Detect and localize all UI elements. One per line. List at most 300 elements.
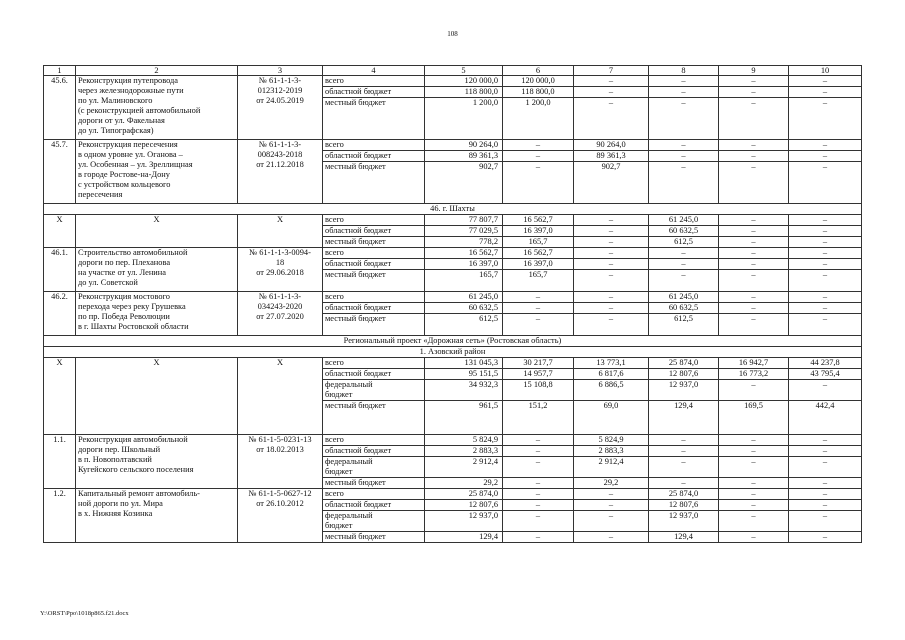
name-line: перехода через реку Грушевка [78, 302, 186, 311]
amount-cell: 25 874,0 [649, 489, 719, 500]
x-marker: Х [44, 358, 76, 435]
amount-cell: – [649, 259, 719, 270]
doc-line: 008243-2018 [257, 150, 303, 159]
amount-cell: – [789, 270, 862, 292]
amount-cell: 5 824,9 [425, 435, 503, 446]
funding-source [323, 457, 425, 478]
amount-cell: – [719, 162, 789, 204]
amount-cell: 16 942,7 [719, 358, 789, 369]
source-line: всего [325, 358, 344, 367]
table-row [44, 358, 862, 369]
name-line: в х. Нижняя Козинка [78, 509, 153, 518]
document-ref: Х [238, 358, 323, 435]
amount-cell: 12 807,6 [649, 369, 719, 380]
name-line: по пр. Победа Революции [78, 312, 170, 321]
amount-cell: 16 562,7 [503, 215, 574, 226]
amount-cell: – [719, 478, 789, 489]
item-number: 46.2. [44, 292, 76, 336]
name-line: Реконструкция мостового [78, 292, 170, 301]
amount-cell: 89 361,3 [425, 151, 503, 162]
amount-cell: – [649, 248, 719, 259]
amount-cell: 120 000,0 [425, 76, 503, 87]
amount-cell: – [719, 270, 789, 292]
funding-source: областной бюджет [323, 303, 425, 314]
source-line: бюджет [325, 390, 353, 399]
source-line: всего [325, 489, 344, 498]
funding-source: всего [323, 215, 425, 226]
item-name: Х [76, 215, 238, 248]
amount-cell: 77 807,7 [425, 215, 503, 226]
name-line: дороги пер. Школьный [78, 445, 161, 454]
amount-cell: – [789, 87, 862, 98]
amount-cell: – [574, 259, 649, 270]
amount-cell: 612,5 [649, 237, 719, 248]
funding-source: местный бюджет [323, 237, 425, 248]
amount-cell: – [719, 76, 789, 87]
amount-cell: 16 773,2 [719, 369, 789, 380]
amount-cell: – [649, 435, 719, 446]
item-number: 45.6. [44, 76, 76, 140]
row-45-6 [44, 76, 862, 140]
amount-cell: – [503, 162, 574, 204]
amount-cell: 16 397,0 [503, 259, 574, 270]
amount-cell: 90 264,0 [574, 140, 649, 151]
document-ref [238, 489, 323, 543]
funding-source: областной бюджет [323, 151, 425, 162]
column-header: 5 [425, 66, 503, 76]
amount-cell: 12 937,0 [425, 511, 503, 532]
amount-cell: – [789, 248, 862, 259]
amount-cell: – [574, 98, 649, 140]
amount-cell: – [719, 87, 789, 98]
budget-table [43, 65, 862, 543]
name-line: через железнодорожные пути [78, 86, 184, 95]
amount-cell: 90 264,0 [425, 140, 503, 151]
amount-cell: – [789, 76, 862, 87]
amount-cell: 61 245,0 [649, 292, 719, 303]
doc-line: от 27.07.2020 [256, 312, 304, 321]
amount-cell: – [719, 151, 789, 162]
name-line: до ул. Типографская) [78, 126, 154, 135]
amount-cell: – [574, 532, 649, 543]
funding-source: местный бюджет [323, 270, 425, 292]
amount-cell: 12 937,0 [649, 511, 719, 532]
column-header: 8 [649, 66, 719, 76]
amount-cell: – [719, 446, 789, 457]
amount-cell: – [789, 237, 862, 248]
funding-source [323, 511, 425, 532]
table-row [44, 76, 862, 87]
funding-source [323, 380, 425, 401]
amount-cell: – [503, 457, 574, 478]
source-line: местный бюджет [325, 401, 386, 410]
name-line: Капитальный ремонт автомобиль- [78, 489, 200, 498]
amount-cell: – [649, 270, 719, 292]
item-number: 1.2. [44, 489, 76, 543]
amount-cell: – [789, 532, 862, 543]
amount-cell: 12 937,0 [649, 380, 719, 401]
name-line: Реконструкция автомобильной [78, 435, 188, 444]
amount-cell: 165,7 [503, 237, 574, 248]
amount-cell: – [719, 489, 789, 500]
amount-cell: 29,2 [574, 478, 649, 489]
amount-cell: – [789, 98, 862, 140]
amount-cell: 12 807,6 [649, 500, 719, 511]
item-number: 45.7. [44, 140, 76, 204]
funding-source [323, 358, 425, 369]
amount-cell: 6 817,6 [574, 369, 649, 380]
amount-cell: – [574, 87, 649, 98]
amount-cell: – [719, 140, 789, 151]
amount-cell: – [789, 226, 862, 237]
amount-cell: 129,4 [649, 401, 719, 435]
row-45-7 [44, 140, 862, 204]
amount-cell: 30 217,7 [503, 358, 574, 369]
row-46-2 [44, 292, 862, 336]
amount-cell: – [789, 303, 862, 314]
amount-cell: – [503, 478, 574, 489]
name-line: ул. Особенная – ул. Зреллищная [78, 160, 193, 169]
doc-line: № 61-1-1-3- [258, 292, 302, 301]
item-name [76, 76, 238, 140]
amount-cell: 43 795,4 [789, 369, 862, 380]
amount-cell: – [503, 140, 574, 151]
amount-cell: 89 361,3 [574, 151, 649, 162]
amount-cell: 2 883,3 [574, 446, 649, 457]
amount-cell: 13 773,1 [574, 358, 649, 369]
funding-source: областной бюджет [323, 259, 425, 270]
amount-cell: – [503, 314, 574, 336]
amount-cell: 118 800,0 [503, 87, 574, 98]
amount-cell: – [649, 446, 719, 457]
document-ref [238, 76, 323, 140]
amount-cell: – [789, 314, 862, 336]
amount-cell: 961,5 [425, 401, 503, 435]
amount-cell: 612,5 [649, 314, 719, 336]
name-line: до ул. Советской [78, 278, 138, 287]
amount-cell: 44 237,8 [789, 358, 862, 369]
amount-cell: 120 000,0 [503, 76, 574, 87]
column-header: 1 [44, 66, 76, 76]
column-header: 2 [76, 66, 238, 76]
amount-cell: 169,5 [719, 401, 789, 435]
x-marker: Х [44, 215, 76, 248]
table-row [44, 215, 862, 226]
amount-cell: – [789, 162, 862, 204]
name-line: дороги по пер. Плеханова [78, 258, 171, 267]
section-shakhty: 46. г. Шахты [44, 204, 862, 215]
doc-line: № 61-1-5-0231-13 [248, 435, 312, 444]
amount-cell: 165,7 [503, 270, 574, 292]
amount-cell: 15 108,8 [503, 380, 574, 401]
item-name [76, 292, 238, 336]
amount-cell: 118 800,0 [425, 87, 503, 98]
amount-cell: 61 245,0 [425, 292, 503, 303]
amount-cell: – [574, 500, 649, 511]
amount-cell: – [789, 457, 862, 478]
page-number: 108 [447, 30, 458, 38]
amount-cell: – [574, 215, 649, 226]
amount-cell: 2 912,4 [425, 457, 503, 478]
amount-cell: 5 824,9 [574, 435, 649, 446]
amount-cell: – [789, 500, 862, 511]
funding-source [323, 435, 425, 446]
amount-cell: – [574, 248, 649, 259]
table-row [44, 140, 862, 151]
amount-cell: 61 245,0 [649, 215, 719, 226]
amount-cell: – [649, 162, 719, 204]
amount-cell: – [789, 292, 862, 303]
amount-cell: – [719, 292, 789, 303]
doc-line: № 61-1-1-3- [258, 140, 302, 149]
amount-cell: 95 151,5 [425, 369, 503, 380]
header-row [44, 66, 862, 76]
doc-line: 012312-2019 [257, 86, 303, 95]
amount-cell: – [574, 511, 649, 532]
amount-cell: – [789, 140, 862, 151]
amount-cell: – [789, 478, 862, 489]
amount-cell: – [719, 435, 789, 446]
table-row [44, 435, 862, 446]
doc-line: от 18.02.2013 [256, 445, 304, 454]
source-line: областной бюджет [325, 369, 392, 378]
doc-line: 18 [275, 258, 285, 267]
amount-cell: – [649, 140, 719, 151]
name-line: в городе Ростове-на-Дону [78, 170, 170, 179]
amount-cell: 29,2 [425, 478, 503, 489]
name-line: Реконструкция путепровода [78, 76, 179, 85]
document-ref [238, 435, 323, 489]
amount-cell: – [649, 478, 719, 489]
funding-source: местный бюджет [323, 98, 425, 140]
item-name [76, 435, 238, 489]
amount-cell: – [503, 435, 574, 446]
amount-cell: – [719, 500, 789, 511]
doc-line: от 24.05.2019 [256, 96, 304, 105]
table-row [44, 489, 862, 500]
name-line: по ул. Малиновского [78, 96, 153, 105]
amount-cell: – [789, 151, 862, 162]
amount-cell: 69,0 [574, 401, 649, 435]
amount-cell: 12 807,6 [425, 500, 503, 511]
amount-cell: – [719, 457, 789, 478]
amount-cell: 902,7 [425, 162, 503, 204]
column-header: 10 [789, 66, 862, 76]
amount-cell: 442,4 [789, 401, 862, 435]
row-1-total [44, 358, 862, 435]
amount-cell: – [719, 226, 789, 237]
funding-source: всего [323, 292, 425, 303]
amount-cell: – [789, 489, 862, 500]
amount-cell: – [789, 259, 862, 270]
funding-source: всего [323, 140, 425, 151]
amount-cell: 6 886,5 [574, 380, 649, 401]
name-line: (с реконструкцией автомобильной [78, 106, 201, 115]
amount-cell: 77 029,5 [425, 226, 503, 237]
column-header: 6 [503, 66, 574, 76]
amount-cell: – [719, 532, 789, 543]
amount-cell: 60 632,5 [649, 303, 719, 314]
funding-source: областной бюджет [323, 87, 425, 98]
amount-cell: 612,5 [425, 314, 503, 336]
amount-cell: 14 957,7 [503, 369, 574, 380]
row-46-1 [44, 248, 862, 292]
column-header: 3 [238, 66, 323, 76]
amount-cell: – [503, 292, 574, 303]
name-line: Кугейского сельского поселения [78, 465, 194, 474]
source-line: местный бюджет [325, 532, 386, 541]
amount-cell: 1 200,0 [503, 98, 574, 140]
funding-source [323, 532, 425, 543]
source-line: бюджет [325, 467, 353, 476]
amount-cell: – [719, 248, 789, 259]
amount-cell: – [649, 98, 719, 140]
amount-cell: 60 632,5 [649, 226, 719, 237]
name-line: с устройством кольцевого [78, 180, 171, 189]
name-line: в п. Новополтавский [78, 455, 152, 464]
table-row [44, 292, 862, 303]
amount-cell: – [503, 303, 574, 314]
item-number: 1.1. [44, 435, 76, 489]
amount-cell: – [503, 500, 574, 511]
amount-cell: 25 874,0 [649, 358, 719, 369]
amount-cell: – [719, 237, 789, 248]
funding-source: местный бюджет [323, 314, 425, 336]
amount-cell: 25 874,0 [425, 489, 503, 500]
table-row [44, 248, 862, 259]
item-name: Х [76, 358, 238, 435]
row-46-total [44, 215, 862, 248]
amount-cell: – [574, 292, 649, 303]
source-line: областной бюджет [325, 446, 392, 455]
amount-cell: 16 562,7 [503, 248, 574, 259]
column-header: 9 [719, 66, 789, 76]
amount-cell: 129,4 [649, 532, 719, 543]
name-line: на участке от ул. Ленина [78, 268, 166, 277]
amount-cell: 16 397,0 [503, 226, 574, 237]
amount-cell: 16 397,0 [425, 259, 503, 270]
doc-line: от 26.10.2012 [256, 499, 304, 508]
funding-source [323, 489, 425, 500]
source-line: федеральный [325, 511, 373, 520]
footer-path: Y:\ORST\Ppo\1018p865.f21.docx [40, 610, 129, 617]
amount-cell: – [503, 446, 574, 457]
source-line: местный бюджет [325, 478, 386, 487]
column-header: 4 [323, 66, 425, 76]
regional-project-title: Региональный проект «Дорожная сеть» (Ростовская область) [44, 336, 862, 347]
amount-cell: – [719, 380, 789, 401]
amount-cell: 34 932,3 [425, 380, 503, 401]
amount-cell: 16 562,7 [425, 248, 503, 259]
funding-source: областной бюджет [323, 226, 425, 237]
funding-source: всего [323, 76, 425, 87]
name-line: пересечения [78, 190, 123, 199]
doc-line: № 61-1-1-3- [258, 76, 302, 85]
funding-source [323, 369, 425, 380]
document-ref [238, 248, 323, 292]
amount-cell: – [719, 98, 789, 140]
column-header: 7 [574, 66, 649, 76]
amount-cell: 151,2 [503, 401, 574, 435]
item-name [76, 248, 238, 292]
name-line: в одном уровне ул. Оганова – [78, 150, 183, 159]
amount-cell: – [789, 435, 862, 446]
document-ref [238, 140, 323, 204]
document-ref: Х [238, 215, 323, 248]
amount-cell: – [503, 511, 574, 532]
item-name [76, 140, 238, 204]
amount-cell: – [574, 314, 649, 336]
row-1-1 [44, 435, 862, 489]
doc-line: 034243-2020 [257, 302, 303, 311]
source-line: федеральный [325, 457, 373, 466]
amount-cell: – [649, 76, 719, 87]
amount-cell: – [719, 314, 789, 336]
funding-source [323, 500, 425, 511]
amount-cell: 60 632,5 [425, 303, 503, 314]
item-name [76, 489, 238, 543]
doc-line: № 61-1-5-0627-12 [248, 489, 312, 498]
funding-source: местный бюджет [323, 162, 425, 204]
amount-cell: – [503, 489, 574, 500]
name-line: в г. Шахты Ростовской области [78, 322, 189, 331]
amount-cell: – [789, 446, 862, 457]
amount-cell: 131 045,3 [425, 358, 503, 369]
name-line: Реконструкция пересечения [78, 140, 178, 149]
funding-source [323, 446, 425, 457]
doc-line: от 21.12.2018 [256, 160, 304, 169]
document-ref [238, 292, 323, 336]
amount-cell: – [789, 380, 862, 401]
item-number: 46.1. [44, 248, 76, 292]
amount-cell: 129,4 [425, 532, 503, 543]
amount-cell: – [574, 303, 649, 314]
amount-cell: – [719, 259, 789, 270]
amount-cell: 2 912,4 [574, 457, 649, 478]
amount-cell: – [719, 511, 789, 532]
amount-cell: – [649, 457, 719, 478]
name-line: ной дороги по ул. Мира [78, 499, 163, 508]
amount-cell: – [649, 151, 719, 162]
amount-cell: – [789, 215, 862, 226]
source-line: всего [325, 435, 344, 444]
name-line: дороги от ул. Факельная [78, 116, 165, 125]
amount-cell: – [503, 532, 574, 543]
amount-cell: 165,7 [425, 270, 503, 292]
source-line: областной бюджет [325, 500, 392, 509]
amount-cell: – [649, 87, 719, 98]
funding-source [323, 478, 425, 489]
amount-cell: 902,7 [574, 162, 649, 204]
funding-source: всего [323, 248, 425, 259]
amount-cell: 1 200,0 [425, 98, 503, 140]
doc-line: от 29.06.2018 [256, 268, 304, 277]
amount-cell: – [574, 237, 649, 248]
amount-cell: – [574, 270, 649, 292]
source-line: бюджет [325, 521, 353, 530]
funding-source [323, 401, 425, 435]
amount-cell: 778,2 [425, 237, 503, 248]
amount-cell: – [719, 303, 789, 314]
amount-cell: – [719, 215, 789, 226]
amount-cell: – [574, 489, 649, 500]
row-1-2 [44, 489, 862, 543]
amount-cell: – [503, 151, 574, 162]
amount-cell: – [574, 226, 649, 237]
amount-cell: – [574, 76, 649, 87]
amount-cell: – [789, 511, 862, 532]
name-line: Строительство автомобильной [78, 248, 188, 257]
